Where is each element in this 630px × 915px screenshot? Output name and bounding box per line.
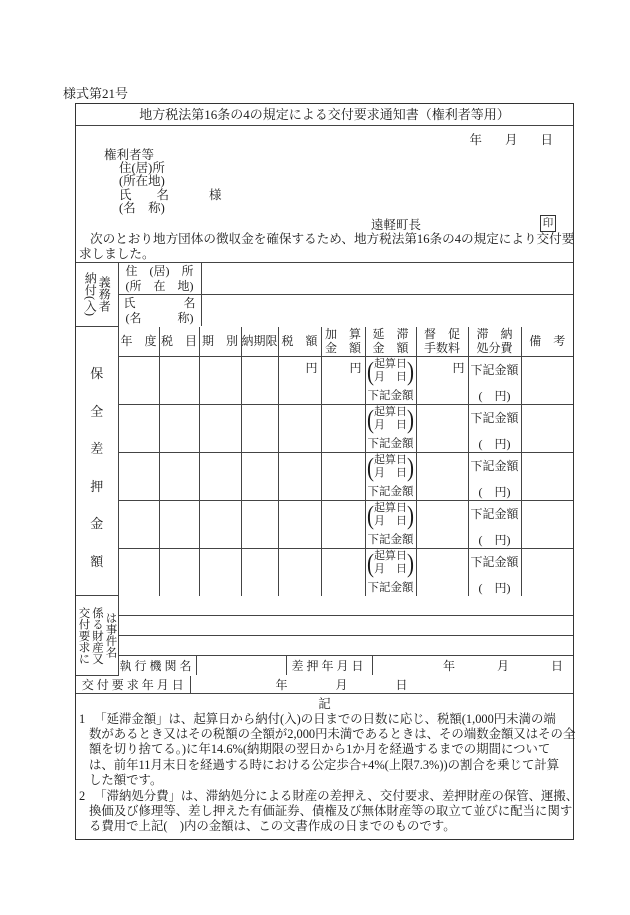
remarks-cell bbox=[521, 404, 573, 452]
due-date-cell bbox=[241, 548, 278, 596]
obligor-name-value bbox=[201, 295, 573, 327]
col-header-period: 期 別 bbox=[199, 327, 241, 357]
demand-fee-cell: 円 bbox=[416, 356, 468, 404]
addressee-name-line: 氏 名 様 bbox=[119, 187, 222, 202]
addressee-address-label: 住(居)所 bbox=[119, 161, 165, 176]
statement-line1: 次のとおり地方団体の徴収金を確保するため、地方税法第16条の4の規定により交付要 bbox=[90, 232, 575, 246]
surcharge-cell bbox=[321, 500, 365, 548]
disposition-cell: 下記金額 ( 円) bbox=[468, 356, 521, 404]
col-header-year: 年 度 bbox=[118, 327, 159, 357]
delinquency-cell: ( 起算日 月 日 ) 下記金額 bbox=[365, 356, 416, 404]
statement-line2: 求しました。 bbox=[79, 246, 155, 261]
tax-item-cell bbox=[159, 356, 199, 404]
due-date-cell bbox=[241, 452, 278, 500]
form-number: 様式第21号 bbox=[63, 86, 129, 101]
demand-fee-cell bbox=[416, 452, 468, 500]
table-row bbox=[76, 500, 573, 548]
note-item: 1 「延滞金額」は、起算日から納付(入)の日までの日数に応じ、税額(1,000円未満の端 数があるとき又はその税額の全額が2,000円未満であるときは、その端数金額又はその全 額を切り捨てる。)に年14.6%(納期限の翌日から1か月を経過するまでの期間について は、前年11月末日を経過する時における公定歩合+4%(上限7.3%))の割合を乗じて計算 した額です。 bbox=[79, 711, 576, 788]
surcharge-cell bbox=[321, 452, 365, 500]
form-document bbox=[75, 103, 579, 840]
table-row bbox=[76, 356, 573, 404]
addressee-block bbox=[104, 149, 222, 215]
period-cell bbox=[199, 548, 241, 596]
honorific: 様 bbox=[209, 187, 222, 202]
remarks-cell bbox=[521, 356, 573, 404]
agency-label: 執行機関名 bbox=[118, 656, 196, 676]
statement bbox=[79, 232, 575, 261]
disposition-cell: 下記金額 ( 円) bbox=[468, 452, 521, 500]
due-date-cell bbox=[241, 500, 278, 548]
property-label-cell bbox=[76, 596, 118, 675]
tax-amount-cell bbox=[278, 500, 321, 548]
table-row bbox=[76, 548, 573, 596]
surcharge-cell bbox=[321, 548, 365, 596]
obligor-vertical-label: 納付(入) 義務者 bbox=[83, 272, 112, 317]
tax-amount-cell bbox=[278, 548, 321, 596]
tax-item-cell bbox=[159, 500, 199, 548]
amounts-table bbox=[76, 327, 573, 597]
disposition-cell: 下記金額 ( 円) bbox=[468, 500, 521, 548]
col-header-disposition: 滞 納 処分費 bbox=[468, 327, 521, 357]
col-header-delinquency: 延 滞 金 額 bbox=[365, 327, 416, 357]
period-cell bbox=[199, 452, 241, 500]
row-group-label: 保 全 差 押 金 額 bbox=[90, 366, 104, 569]
demand-fee-cell bbox=[416, 500, 468, 548]
request-date-row bbox=[76, 676, 573, 694]
delinquency-cell: ( 起算日 月 日 ) 下記金額 bbox=[365, 500, 416, 548]
addressee-name-label2: (名 称) bbox=[119, 200, 165, 215]
demand-fee-cell bbox=[416, 548, 468, 596]
notes-heading: 記 bbox=[318, 696, 331, 711]
col-header-tax-item: 税 目 bbox=[159, 327, 199, 357]
request-date-value: 年 月 日 bbox=[190, 676, 573, 694]
property-value-row bbox=[118, 636, 573, 656]
col-header-surcharge: 加 算 金 額 bbox=[321, 327, 365, 357]
delinquency-cell: ( 起算日 月 日 ) 下記金額 bbox=[367, 547, 414, 594]
delinquency-cell: ( 起算日 月 日 ) 下記金額 bbox=[365, 452, 416, 500]
disposition-cell: 下記金額 ( 円) bbox=[468, 404, 521, 452]
demand-fee-cell bbox=[416, 404, 468, 452]
col-header-demand-fee: 督 促 手数料 bbox=[416, 327, 468, 357]
due-date-cell bbox=[241, 356, 278, 404]
surcharge-cell: 円 bbox=[321, 356, 365, 404]
tax-amount-cell bbox=[278, 452, 321, 500]
issuer-name: 遠軽町長 bbox=[371, 218, 422, 232]
addressee-address-label2: (所在地) bbox=[119, 174, 165, 189]
period-cell bbox=[199, 404, 241, 452]
period-cell bbox=[199, 356, 241, 404]
note-number: 2 bbox=[79, 788, 86, 803]
tax-item-cell bbox=[159, 548, 199, 596]
seizure-date-label: 差押年月日 bbox=[286, 656, 372, 676]
request-date-label: 交付要求年月日 bbox=[76, 676, 190, 694]
delinquency-cell: ( 起算日 月 日 ) 下記金額 bbox=[365, 404, 416, 452]
date-day-label: 日 bbox=[540, 133, 553, 147]
col-header-remarks: 備 考 bbox=[521, 327, 573, 357]
year-cell bbox=[118, 548, 159, 596]
year-cell bbox=[118, 500, 159, 548]
year-cell bbox=[118, 356, 159, 404]
issuer-line bbox=[76, 215, 573, 232]
document-title: 地方税法第16条の4の規定による交付要求通知書（権利者等用） bbox=[76, 104, 573, 126]
tax-amount-cell: 円 bbox=[278, 356, 321, 404]
disposition-cell: 下記金額 ( 円) bbox=[468, 548, 521, 596]
tax-item-cell bbox=[159, 404, 199, 452]
note-item: 2 「滞納処分費」は、滞納処分による財産の差押え、交付要求、差押財産の保管、運搬、 換価及び修理等、差し押えた有価証券、債権及び無体財産等の取立て並びに配当に関す る費用で上記( )内の金額は、この文書作成の日までのものです。 bbox=[79, 788, 579, 834]
surcharge-cell bbox=[321, 404, 365, 452]
property-section bbox=[76, 596, 573, 676]
remarks-cell bbox=[521, 548, 573, 596]
property-value-row bbox=[118, 596, 573, 616]
row-group-label-cell bbox=[76, 327, 118, 596]
obligor-name-label: 氏 名 (名 称) bbox=[118, 295, 201, 327]
obligor-address-value bbox=[201, 263, 573, 295]
note-number: 1 bbox=[79, 711, 86, 726]
remarks-cell bbox=[521, 500, 573, 548]
property-vertical-label: 交付要求に 係る財産又 は事件名 bbox=[77, 606, 117, 664]
issue-date-line bbox=[469, 130, 573, 148]
addressee-heading: 権利者等 bbox=[104, 148, 155, 162]
tax-amount-cell bbox=[278, 404, 321, 452]
date-year-label: 年 bbox=[469, 133, 482, 147]
col-header-due-date: 納期限 bbox=[241, 327, 278, 357]
agency-value bbox=[196, 656, 286, 676]
head-section bbox=[76, 126, 573, 263]
seizure-date-value: 年 月 日 bbox=[442, 659, 563, 673]
seal-mark: 印 bbox=[540, 215, 556, 232]
period-cell bbox=[199, 500, 241, 548]
property-value-row bbox=[118, 616, 573, 636]
remarks-cell bbox=[521, 452, 573, 500]
col-header-tax-amount: 税 額 bbox=[278, 327, 321, 357]
notes-section bbox=[76, 694, 579, 839]
obligor-table bbox=[76, 263, 573, 327]
year-cell bbox=[118, 404, 159, 452]
year-cell bbox=[118, 452, 159, 500]
tax-item-cell bbox=[159, 452, 199, 500]
due-date-cell bbox=[241, 404, 278, 452]
obligor-label-cell bbox=[76, 263, 118, 326]
table-row bbox=[76, 452, 573, 500]
table-row bbox=[76, 404, 573, 452]
date-month-label: 月 bbox=[504, 133, 518, 147]
obligor-address-label: 住 (居) 所 (所 在 地) bbox=[118, 263, 201, 295]
